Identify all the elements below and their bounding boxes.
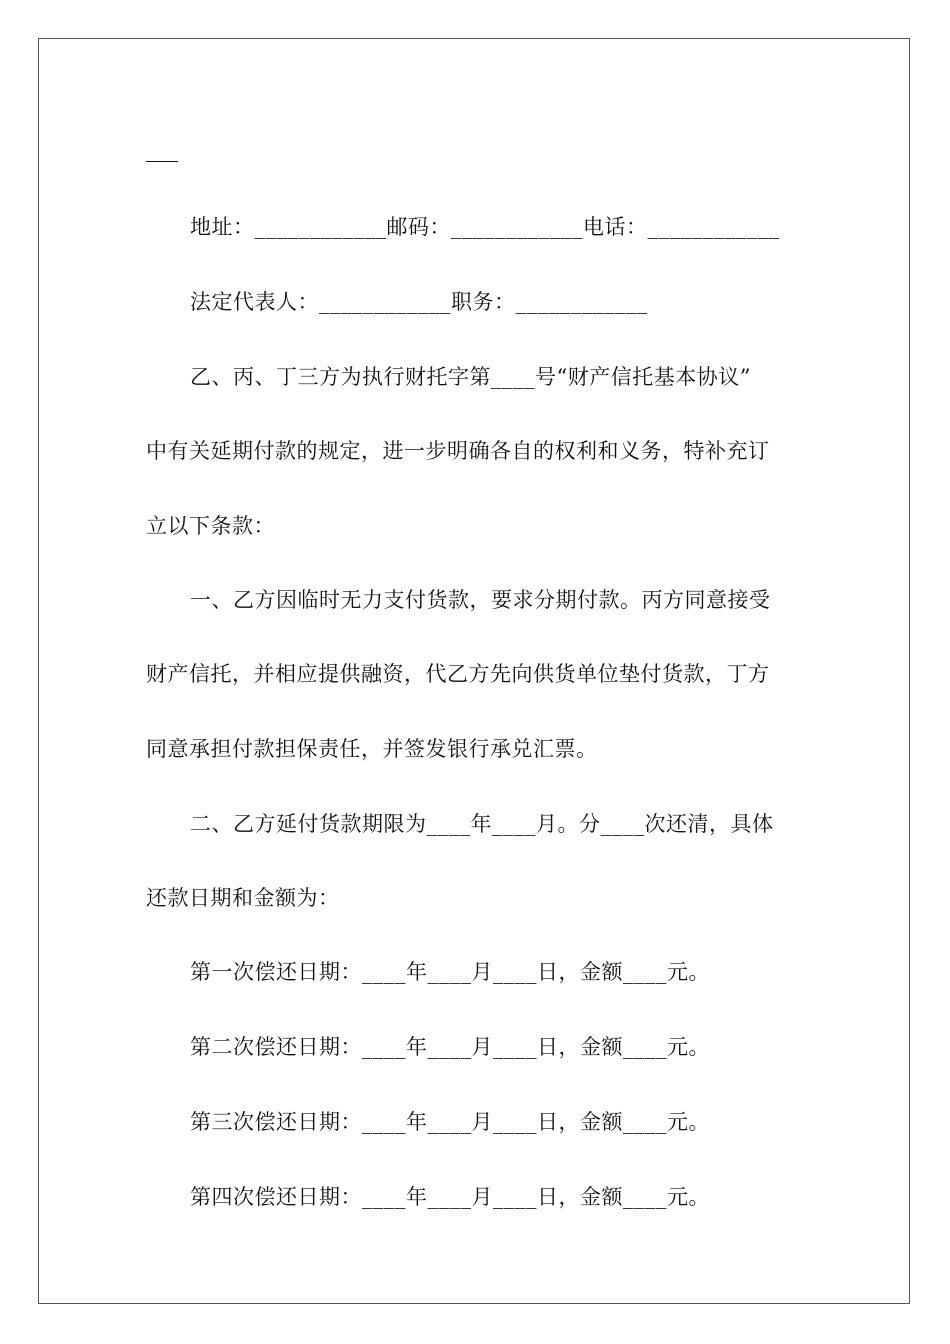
intro-line-2: 中有关延期付款的规定，进一步明确各自的权利和义务，特补充订: [146, 439, 770, 463]
intro-line-3: 立以下条款：: [146, 514, 275, 538]
clause2-line-2: 还款日期和金额为：: [146, 886, 340, 910]
repayment-line-1: 第一次偿还日期：____年____月____日，金额____元。: [190, 960, 710, 984]
representative-line: 法定代表人：____________职务：____________: [190, 290, 648, 314]
repayment-line-2: 第二次偿还日期：____年____月____日，金额____元。: [190, 1035, 710, 1059]
clause2-line-1: 二、乙方延付货款期限为____年____月。分____次还清，具体: [190, 812, 774, 836]
repayment-line-3: 第三次偿还日期：____年____月____日，金额____元。: [190, 1110, 710, 1134]
address-line: 地址：____________邮码：____________电话：____________: [190, 215, 780, 239]
clause1-line-3: 同意承担付款担保责任，并签发银行承兑汇票。: [146, 737, 598, 761]
top-fragment-line: [146, 161, 178, 162]
clause1-line-1: 一、乙方因临时无力支付货款，要求分期付款。丙方同意接受: [190, 588, 771, 612]
clause1-line-2: 财产信托，并相应提供融资，代乙方先向供货单位垫付货款，丁方: [146, 662, 770, 686]
repayment-line-4: 第四次偿还日期：____年____月____日，金额____元。: [190, 1185, 710, 1209]
intro-line-1: 乙、丙、丁三方为执行财托字第____号“财产信托基本协议”: [190, 365, 751, 389]
